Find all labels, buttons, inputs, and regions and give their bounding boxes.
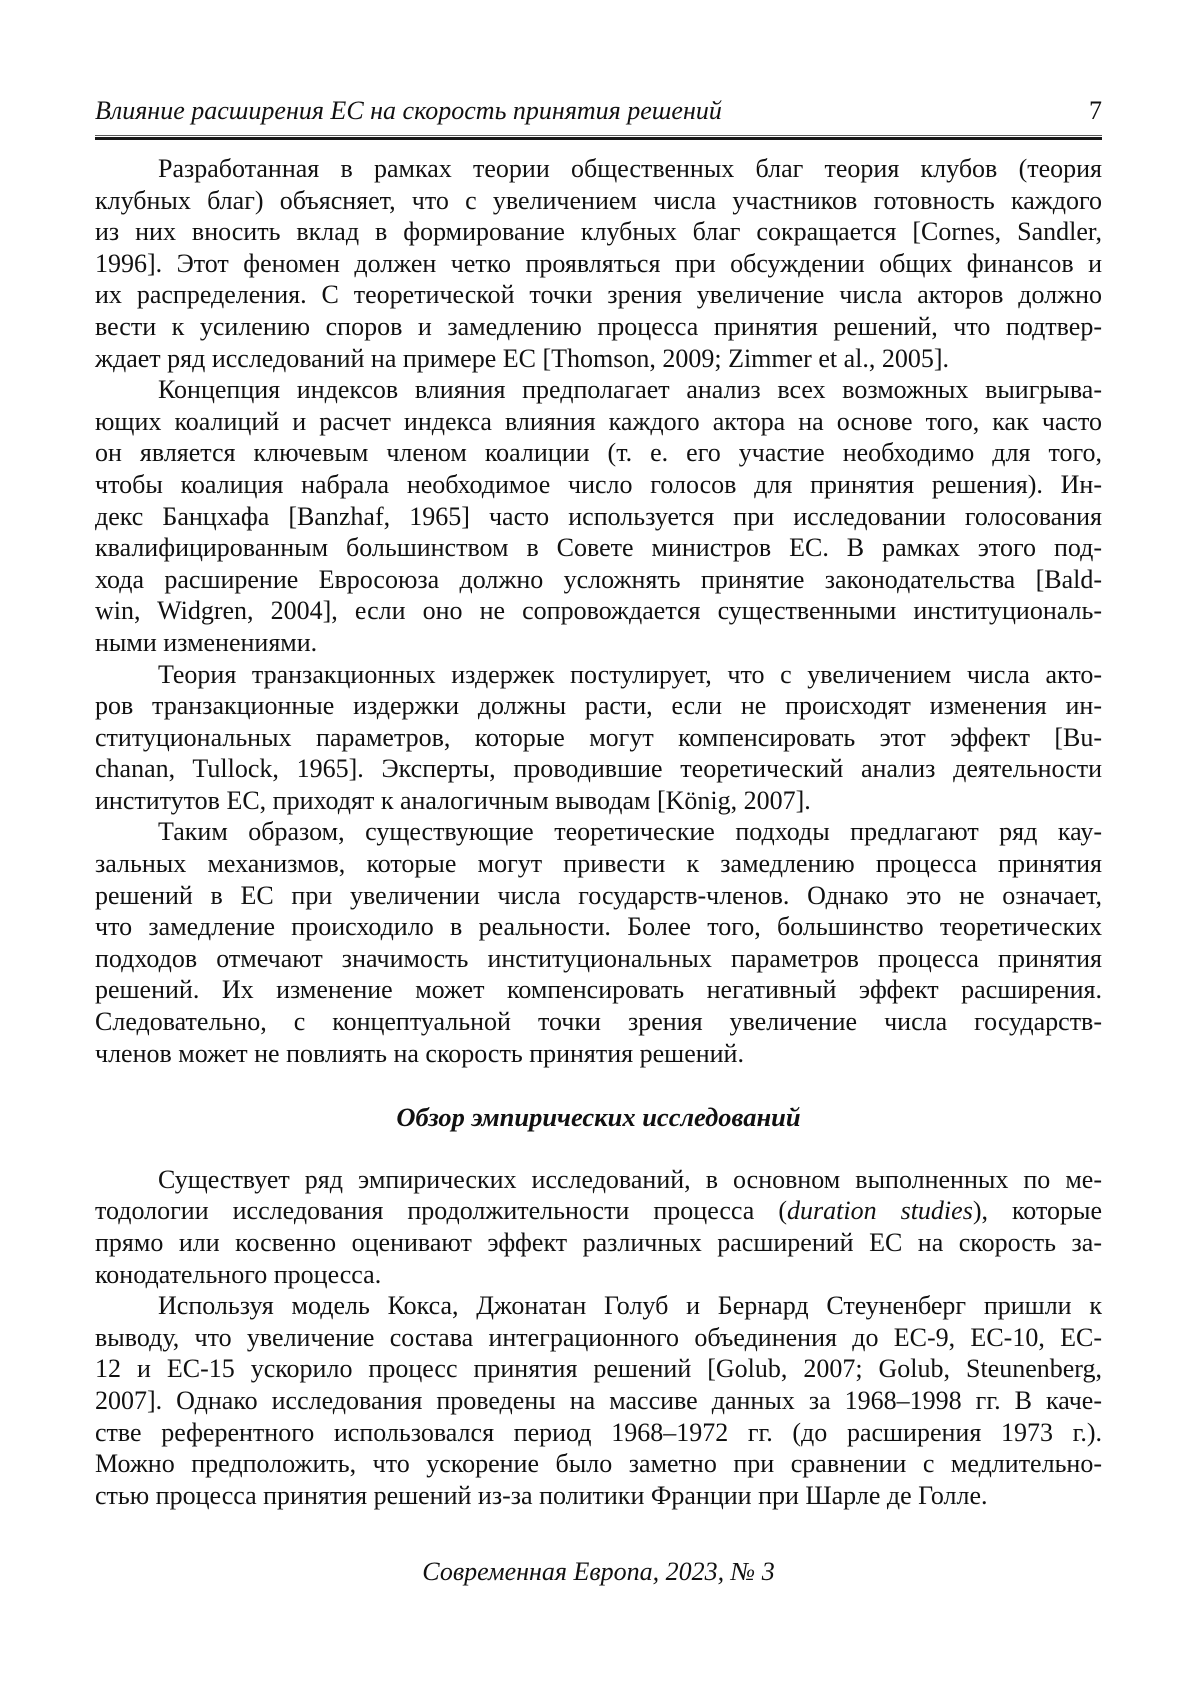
text-line: членов может не повлиять на скорость принятия решений. (95, 1038, 744, 1068)
text-line: Концепция индексов влияния предполагает анализ всех возможных выигрыва- (158, 375, 1102, 405)
text-line: ров транзакционные издержки должны расти, если не происходят изменения ин- (95, 691, 1102, 721)
text-line (95, 1195, 1102, 1227)
text-line: win, Widgren, 2004], если оно не сопровождается существенными институциональ- (95, 596, 1102, 626)
text-line: прямо или косвенно оценивают эффект различных расширений ЕС на скорость за- (95, 1228, 1102, 1257)
paragraph (95, 1164, 1102, 1290)
text-line: стью процесса принятия решений из-за политики Франции при Шарле де Голле. (95, 1480, 988, 1510)
header-rule-divider (95, 135, 1102, 140)
text-line: Существует ряд эмпирических исследований, в основном выполненных по ме- (158, 1164, 1102, 1194)
paragraph (95, 153, 1102, 374)
text-line: chanan, Tullock, 1965]. Эксперты, проводившие теоретический анализ деятельности (95, 754, 1102, 784)
section-heading: Обзор эмпирических исследований (396, 1102, 801, 1133)
text-line: подходов отмечают значимость институциональных параметров процесса принятия (95, 943, 1102, 973)
text-line: институтов ЕС, приходят к аналогичным выводам [König, 2007]. (95, 785, 811, 815)
text-line: 2007]. Однако исследования проведены на массиве данных за 1968–1998 гг. В каче- (95, 1385, 1102, 1415)
text-line: вести к усилению споров и замедлению процесса принятия решений, что подтвер- (95, 311, 1102, 341)
text-line: 1996]. Этот феномен должен четко проявляться при обсуждении общих финансов и (95, 248, 1102, 278)
text-line: решений в ЕС при увеличении числа государств-членов. Однако это не означает, (95, 880, 1102, 910)
text-segment: тодологии исследования продолжительности процесса ( (95, 1196, 787, 1226)
text-line: Следовательно, с концептуальной точки зрения увеличение числа государств- (95, 1007, 1102, 1037)
text-line: Таким образом, существующие теоретические подходы предлагают ряд кау- (158, 817, 1102, 847)
text-line: 12 и ЕС-15 ускорило процесс принятия решений [Golub, 2007; Golub, Steunenberg, (95, 1354, 1102, 1384)
paragraph (95, 816, 1102, 1069)
paragraph (95, 659, 1102, 817)
text-line: чтобы коалиция набрала необходимое число голосов для принятия решения). Ин- (95, 469, 1102, 499)
italic-term: duration studies (787, 1196, 973, 1226)
text-line: клубных благ) объясняет, что с увеличением числа участников готовность каждого (95, 185, 1102, 215)
text-line: их распределения. С теоретической точки зрения увеличение числа акторов должно (95, 280, 1102, 310)
text-line: решений. Их изменение может компенсировать негативный эффект расширения. (95, 975, 1102, 1005)
text-line: ными изменениями. (95, 627, 318, 657)
text-line: ституциональных параметров, которые могут компенсировать этот эффект [Bu- (95, 722, 1102, 752)
text-line: Разработанная в рамках теории общественных благ теория клубов (теория (158, 154, 1102, 183)
text-line: стве референтного использовался период 1968–1972 гг. (до расширения 1973 г.). (95, 1417, 1102, 1447)
text-line: что замедление происходило в реальности. Более того, большинство теоретических (95, 912, 1102, 942)
text-line: декс Банцхафа [Banzhaf, 1965] часто используется при исследовании голосования (95, 501, 1102, 531)
text-line: Используя модель Кокса, Джонатан Голуб и Бернард Стеуненберг пришли к (158, 1291, 1102, 1321)
text-line: выводу, что увеличение состава интеграционного объединения до ЕС-9, ЕС-10, ЕС- (95, 1322, 1102, 1352)
text-line: зальных механизмов, которые могут привести к замедлению процесса принятия (95, 849, 1102, 879)
journal-footer: Современная Европа, 2023, № 3 (422, 1557, 775, 1587)
text-line: хода расширение Евросоюза должно усложнять принятие законодательства [Bald- (95, 564, 1102, 594)
text-line: ющих коалиций и расчет индекса влияния каждого актора на основе того, как часто (95, 406, 1102, 436)
body-text-upper (95, 153, 1102, 1069)
text-segment: ), которые (972, 1196, 1102, 1226)
paragraph (95, 1290, 1102, 1511)
running-title: Влияние расширения ЕС на скорость принятия решений (95, 96, 722, 125)
running-header (95, 96, 1102, 126)
text-line: из них вносить вклад в формирование клубных благ сокращается [Cornes, Sandler, (95, 217, 1102, 247)
text-line: конодательного процесса. (95, 1259, 382, 1289)
body-text-lower (95, 1164, 1102, 1512)
text-line: Можно предположить, что ускорение было заметно при сравнении с медлительно- (95, 1449, 1102, 1479)
page-number: 7 (1089, 96, 1102, 125)
text-line: Теория транзакционных издержек постулирует, что с увеличением числа акто- (158, 659, 1102, 689)
text-line: он является ключевым членом коалиции (т. е. его участие необходимо для того, (95, 438, 1102, 468)
paragraph (95, 374, 1102, 658)
text-line: ждает ряд исследований на примере ЕС [Thomson, 2009; Zimmer et al., 2005]. (95, 343, 950, 373)
text-line: квалифицированным большинством в Совете министров ЕС. В рамках этого под- (95, 533, 1102, 563)
